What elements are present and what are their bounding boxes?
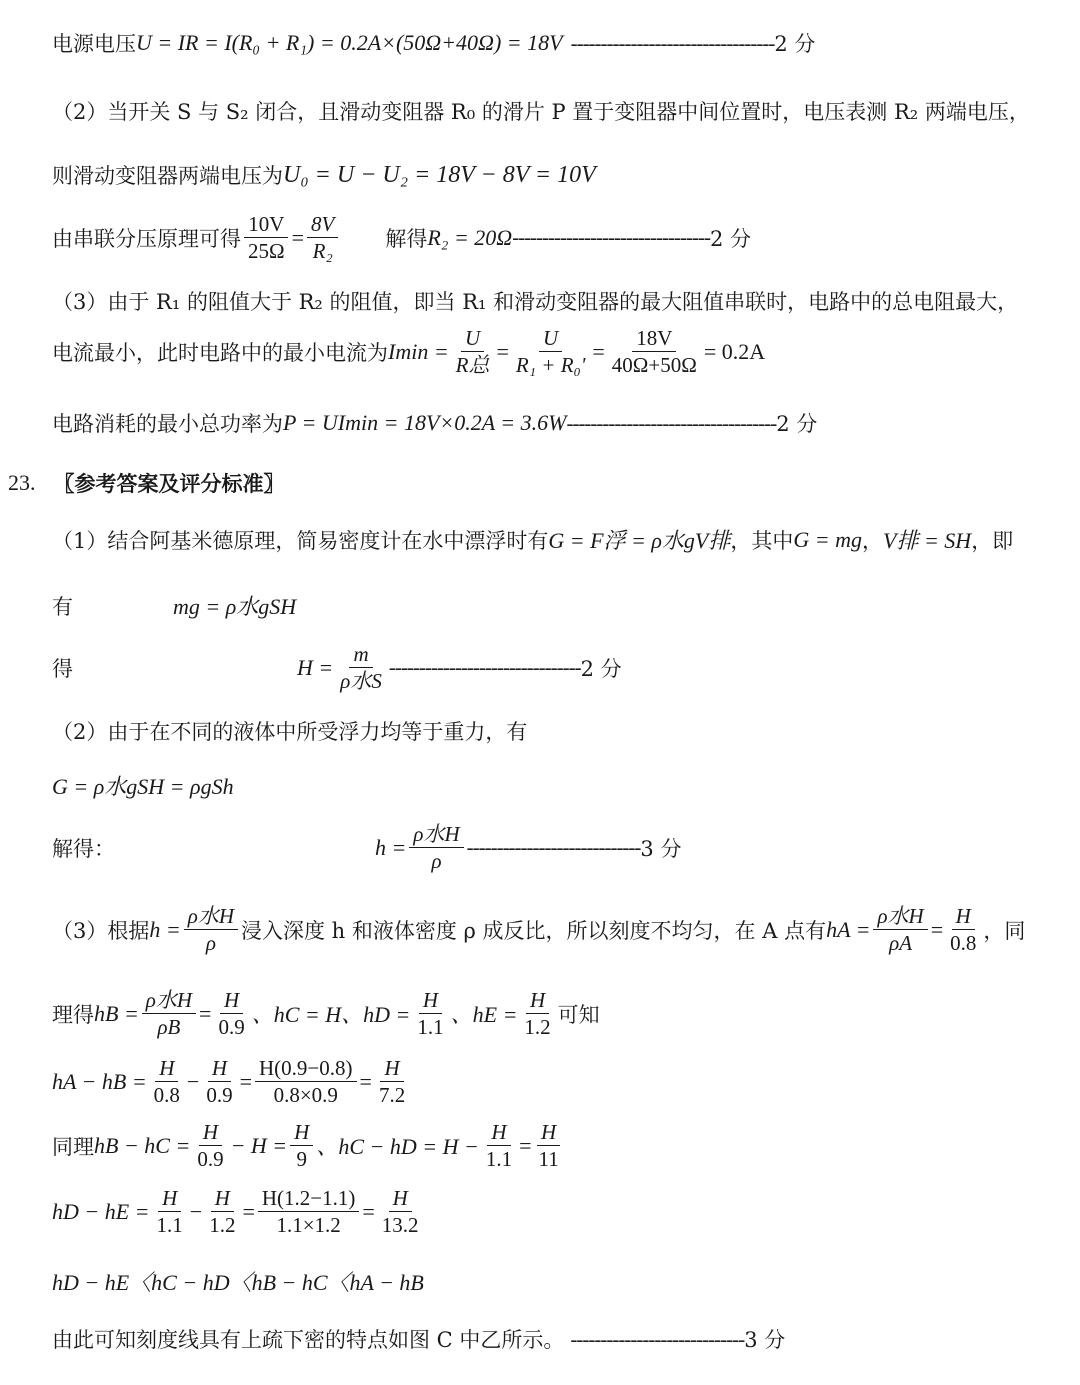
fraction: $\frac{H}{0.9}$ [197, 1120, 224, 1172]
equation: G = F浮 = ρ水gV排 [548, 528, 731, 553]
line-part3-scale: （3）根据 h = $\frac{\text{ρ水H}}{\rho}$ 浸入深度 h 和液体密度 ρ 成反比，所以刻度不均匀，在 A 点有 hA = $\frac{\text{ρ水H}}{\rho A}$ = $\frac{H}{0.8}$ ，同 [52, 904, 1026, 956]
text: 由此可知刻度线具有上疏下密的特点如图 C 中乙所示。 [52, 1328, 565, 1352]
fraction: $\frac{U}{\text{R总}}$ [455, 326, 490, 378]
equation-lhs: hB = [94, 1000, 139, 1026]
fraction: $\frac{H}{7.2}$ [378, 1056, 406, 1108]
fraction: $\frac{\text{ρ水H}}{\rho}$ [184, 904, 238, 955]
fraction: $\frac{H}{1.1}$ [485, 1120, 513, 1172]
equation: 、hC = H、hD = [251, 1002, 411, 1028]
text: 则滑动变阻器两端电压为 [52, 164, 283, 188]
fraction: $\frac{18V}{40\Omega+50\Omega}$ [611, 326, 697, 378]
equation-lhs: Imin = [388, 338, 449, 364]
equation: hD − hE〈hC − hD〈hB − hC〈hA − hB [52, 1270, 424, 1295]
line-inequality-chain [52, 1266, 424, 1297]
text: （3）根据 [52, 918, 150, 943]
line-hA-minus-hB: hA − hB = $\frac{H}{0.8}$ − $\frac{H}{0.9}$ = $\frac{H(0.9-0.8)}{0.8\times 0.9}$ = $\frac{H}{7.2}$ [52, 1056, 412, 1107]
text: （1）结合阿基米德原理，简易密度计在水中漂浮时有 [52, 528, 549, 553]
text: 电流最小，此时电路中的最小电流为 [52, 340, 388, 365]
line-series-division: 由串联分压原理可得 $\frac{10V}{25\Omega}$ = $\frac{8V}{\text{R₂}}$ 解得 R₂ = 20Ω --------------------------------- 2 分 [52, 212, 752, 264]
text: 解得 [385, 226, 428, 251]
text: ， [862, 528, 884, 553]
text: （3）由于 R₁ 的阻值大于 R₂ 的阻值，即当 R₁ 和滑动变阻器的最大阻值串联时，电路中的总电阻最大， [52, 290, 1019, 314]
section-title: 〖参考答案及评分标准〗 [53, 471, 285, 496]
equation: 、hC − hD = H − [316, 1134, 479, 1160]
dash-rule: --------------------------------- [512, 225, 710, 250]
text: 浸入深度 h 和液体密度 ρ 成反比，所以刻度不均匀，在 A 点有 [240, 918, 827, 943]
score: 2 分 [774, 32, 816, 56]
line-H-result [52, 642, 622, 693]
fraction: $\frac{H}{0.9}$ [218, 988, 245, 1040]
line-h-result [52, 822, 681, 873]
text: 电路消耗的最小总功率为 [52, 412, 283, 436]
fraction: $\frac{H}{1.2}$ [209, 1186, 236, 1238]
fraction: $\frac{\text{ρ水H}}{\rho B}$ [142, 988, 196, 1039]
dash-rule: ---------------------------------- [570, 30, 775, 55]
text: 得 [52, 656, 73, 681]
equation: U = IR = I(R₀ + R₁) = 0.2A×(50Ω+40Ω) = 18V [136, 30, 563, 55]
fraction: $\frac{8V}{\text{R₂}}$ [307, 212, 338, 263]
line-hB-hE: 理得 hB = $\frac{\text{ρ水H}}{\rho B}$ = $\frac{H}{0.9}$ 、hC = H、hD = $\frac{H}{1.1}$ 、hE = $\frac{H}{1.2}$ 可知 [52, 988, 600, 1040]
line-conclusion [52, 1324, 785, 1354]
question-23-heading [8, 468, 285, 498]
fraction: $\frac{H}{11}$ [538, 1120, 559, 1172]
text: 可知 [557, 1002, 600, 1027]
dash-rule: -------------------------------- [388, 655, 581, 680]
fraction: $\frac{\text{ρ水H}}{\rho}$ [409, 822, 463, 873]
line-min-power [52, 408, 817, 438]
text: ，即 [971, 528, 1014, 553]
line-power-voltage [52, 28, 815, 58]
fraction: $\frac{H}{0.8}$ [950, 904, 977, 956]
line-hD-minus-hE: hD − hE = $\frac{H}{1.1}$ − $\frac{H}{1.2}$ = $\frac{H(1.2-1.1)}{1.1\times 1.2}$ = $\frac{H}{13.2}$ [52, 1186, 426, 1237]
text: 由串联分压原理可得 [52, 226, 241, 251]
text: 有 [52, 594, 73, 619]
equation-lhs: hD − hE = [52, 1198, 150, 1224]
equation: mg = ρ水gSH [173, 594, 297, 619]
equation-lhs: H = [297, 654, 334, 680]
fraction: $\frac{H}{0.8}$ [153, 1056, 180, 1108]
fraction: $\frac{H}{9}$ [290, 1120, 313, 1171]
dash-rule: ----------------------------- [466, 835, 641, 860]
equation-lhs: h = [375, 834, 407, 860]
fraction: $\frac{H}{1.2}$ [524, 988, 551, 1040]
fraction: $\frac{H(1.2-1.1)}{1.1\times 1.2}$ [258, 1186, 360, 1237]
score: 3 分 [640, 836, 682, 861]
line-min-current: 电流最小，此时电路中的最小电流为 Imin = $\frac{U}{\text{R总}}$ = $\frac{U}{\text{R₁ + R₀'}}$ = $\frac{18V}{40\Omega+50\Omega}$ = 0.2A [52, 326, 766, 378]
line-archimedes [52, 524, 1013, 555]
fraction: $\frac{H(0.9-0.8)}{0.8\times 0.9}$ [255, 1056, 357, 1107]
line-mg-equation [52, 590, 296, 621]
text: （2）当开关 S 与 S₂ 闭合，且滑动变阻器 R₀ 的滑片 P 置于变阻器中间位置时，电压表测 R₂ 两端电压， [52, 100, 1030, 124]
line-rheostat-voltage [52, 160, 596, 190]
text: 理得 [52, 1002, 94, 1027]
text: （2）由于在不同的液体中所受浮力均等于重力，有 [52, 720, 528, 744]
line-part3-intro [52, 286, 1018, 316]
fraction: $\frac{H}{13.2}$ [381, 1186, 419, 1238]
fraction: $\frac{H}{1.1}$ [417, 988, 444, 1040]
equation: V排 = SH [883, 528, 972, 553]
equation: − H = [230, 1132, 288, 1158]
text: ，同 [983, 918, 1026, 943]
fraction: $\frac{m}{\text{ρ水S}}$ [340, 642, 382, 694]
fraction: $\frac{U}{\text{R₁ + R₀'}}$ [515, 326, 586, 378]
fraction: $\frac{\text{ρ水H}}{\rho A}$ [873, 904, 927, 955]
score: 2 分 [580, 656, 622, 681]
line-part2-buoyancy [52, 716, 527, 746]
score: 3 分 [744, 1328, 786, 1352]
score: 2 分 [709, 226, 752, 251]
equation-rhs: = 0.2A [703, 338, 766, 364]
fraction: $\frac{H}{0.9}$ [206, 1056, 233, 1108]
equation: P = UImin = 18V×0.2A = 3.6W [283, 410, 567, 435]
equation: U₀ = U − U₂ = 18V − 8V = 10V [283, 161, 596, 188]
fraction: $\frac{H}{1.1}$ [156, 1186, 183, 1238]
equation: G = mg [793, 526, 863, 552]
line-part2-intro [52, 96, 1030, 126]
equation: 、hE = [450, 1002, 518, 1028]
question-number: 23. [8, 470, 36, 495]
score: 2 分 [776, 412, 818, 436]
equation-lhs: hA = [826, 916, 871, 942]
line-G-equation [52, 770, 234, 801]
fraction: $\frac{10V}{25\Omega}$ [244, 212, 289, 263]
equation: G = ρ水gSH = ρgSh [52, 774, 234, 799]
text: ，其中 [730, 528, 794, 553]
text: 电源电压 [52, 32, 136, 56]
equation-lhs: hA − hB = [52, 1068, 147, 1094]
text: 同理 [52, 1134, 94, 1159]
equation-lhs: h = [149, 916, 181, 942]
equation-lhs: hB − hC = [94, 1132, 191, 1158]
equation: R₂ = 20Ω [427, 224, 513, 250]
dash-rule: ----------------------------- [570, 1326, 745, 1351]
line-hB-minus-hC: 同理 hB − hC = $\frac{H}{0.9}$ − H = $\frac{H}{9}$ 、hC − hD = H − $\frac{H}{1.1}$ = $\frac{H}{11}$ [52, 1120, 566, 1171]
dash-rule: ----------------------------------- [566, 410, 777, 435]
text: 解得： [52, 836, 115, 861]
